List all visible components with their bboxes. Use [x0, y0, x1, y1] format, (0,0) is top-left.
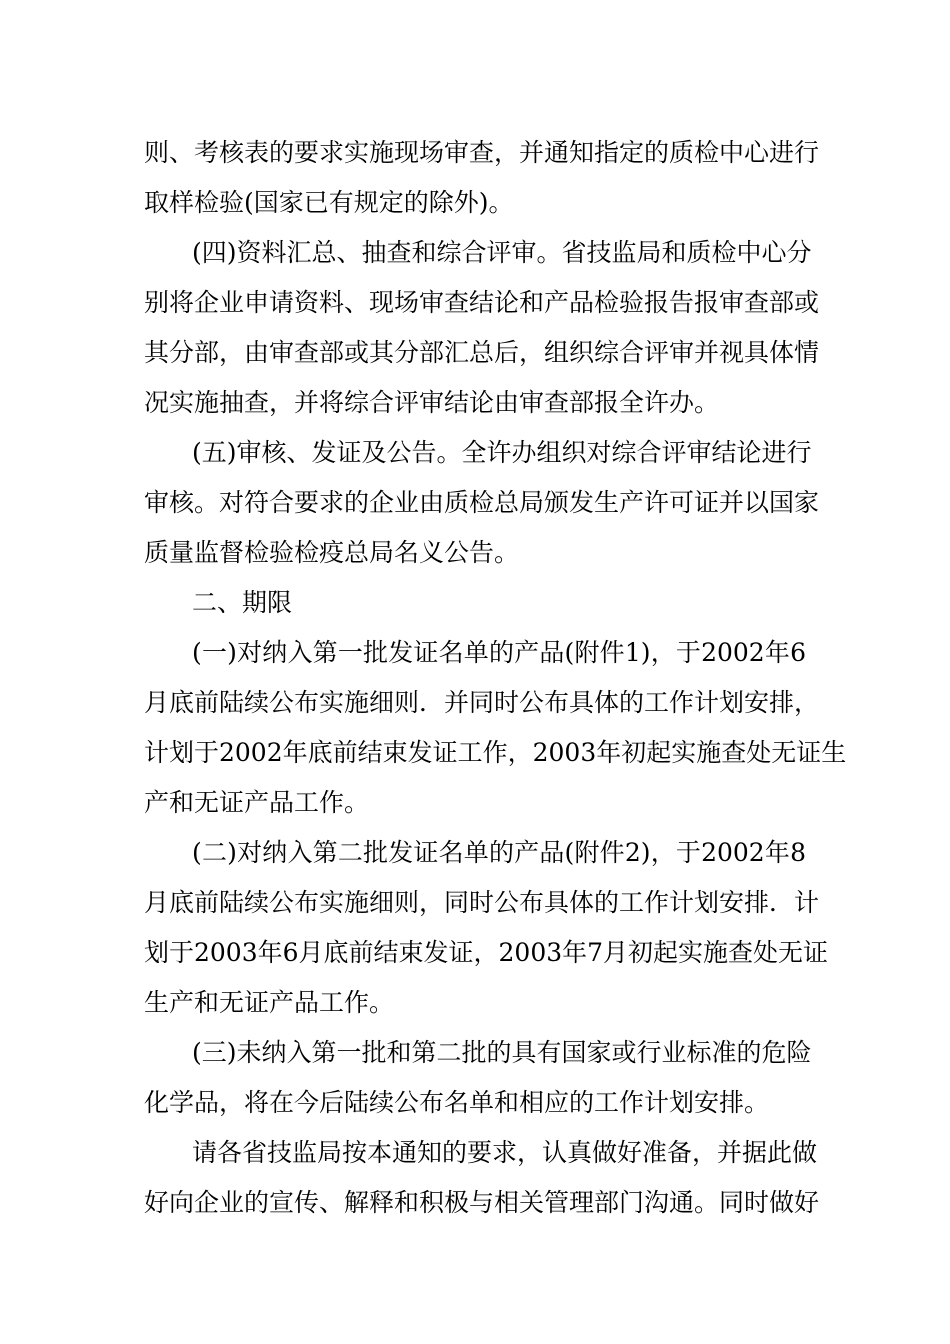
text-line: 别将企业申请资料、现场审查结论和产品检验报告报审查部或: [144, 288, 820, 317]
text-line: 况实施抽查，并将综合评审结论由审查部报全许办。: [144, 388, 720, 417]
paragraph-first-line: (二)对纳入第二批发证名单的产品(附件2)，于2002年8: [192, 838, 806, 867]
section-heading: 二、期限: [192, 588, 293, 617]
text-line: 质量监督检验检疫总局名义公告。: [144, 538, 520, 567]
text-line: 月底前陆续公布实施细则．并同时公布具体的工作计划安排，: [144, 688, 820, 717]
text-line: 化学品，将在今后陆续公布名单和相应的工作计划安排。: [144, 1088, 770, 1117]
text-line: 划于2003年6月底前结束发证，2003年7月初起实施查处无证: [144, 938, 829, 967]
paragraph-first-line: (一)对纳入第一批发证名单的产品(附件1)，于2002年6: [192, 638, 806, 667]
text-line: 好向企业的宣传、解释和积极与相关管理部门沟通。同时做好: [144, 1188, 820, 1217]
text-line: 产和无证产品工作。: [144, 788, 370, 817]
text-line: 审核。对符合要求的企业由质检总局颁发生产许可证并以国家: [144, 488, 820, 517]
paragraph-first-line: (四)资料汇总、抽查和综合评审。省技监局和质检中心分: [192, 238, 812, 267]
text-line: 生产和无证产品工作。: [144, 988, 395, 1017]
text-line: 则、考核表的要求实施现场审查，并通知指定的质检中心进行: [144, 138, 820, 167]
paragraph-first-line: (三)未纳入第一批和第二批的具有国家或行业标准的危险: [192, 1038, 812, 1067]
paragraph-first-line: 请各省技监局按本通知的要求，认真做好准备，并据此做: [192, 1138, 818, 1167]
paragraph-first-line: (五)审核、发证及公告。全许办组织对综合评审结论进行: [192, 438, 812, 467]
text-line: 取样检验(国家已有规定的除外)。: [144, 188, 514, 217]
text-line: 其分部，由审查部或其分部汇总后，组织综合评审并视具体情: [144, 338, 820, 367]
text-line: 计划于2002年底前结束发证工作，2003年初起实施查处无证生: [144, 738, 847, 767]
text-line: 月底前陆续公布实施细则，同时公布具体的工作计划安排．计: [144, 888, 820, 917]
